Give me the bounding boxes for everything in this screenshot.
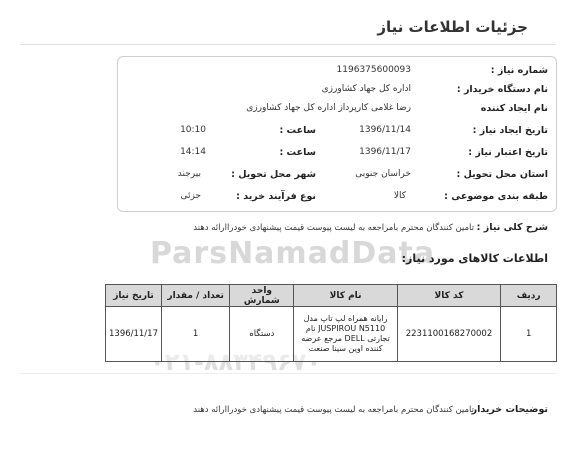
- description-label: شرح کلی نیاز :: [476, 222, 548, 233]
- validity-date-value: 1396/11/17: [359, 147, 411, 157]
- category-value: کالا: [393, 191, 406, 201]
- category-label: طبقه بندی موضوعی :: [444, 191, 548, 202]
- watermark-phone: ۰۲۱-۸۸۳۴۹۶۷۰: [150, 348, 322, 376]
- page-title: جزئیات اطلاعات نیاز: [377, 18, 528, 36]
- city-label: شهر محل تحویل :: [231, 169, 316, 180]
- column-header: کد کالا: [397, 285, 501, 307]
- buyer-org-value: اداره کل جهاد کشاورزی: [321, 84, 411, 94]
- watermark-brand: ParsNamadData: [150, 236, 436, 271]
- validity-time-value: 14:14: [180, 147, 206, 157]
- unit-cell: دستگاه: [230, 307, 294, 362]
- city-value: بیرجند: [177, 169, 201, 179]
- created-date-value: 1396/11/14: [359, 125, 411, 135]
- description-text: تامین کنندگان محترم بامراجعه به لیست پیوست قیمت پیشنهادی خودراارائه دهند: [193, 223, 474, 233]
- column-header: ردیف: [501, 285, 557, 307]
- column-header: تاریخ نیاز: [106, 285, 162, 307]
- purchase-type-value: جزئی: [180, 191, 201, 201]
- buyer-org-label: نام دستگاه خریدار :: [456, 84, 548, 95]
- column-header: نام کالا: [294, 285, 397, 307]
- column-header: واحد شمارش: [230, 285, 294, 307]
- created-time-value: 10:10: [180, 125, 206, 135]
- row-number-cell: 1: [501, 307, 557, 362]
- need-date-cell: 1396/11/17: [106, 307, 162, 362]
- validity-time-label: ساعت :: [279, 147, 316, 158]
- goods-name-cell: رایانه همراه لپ تاپ مدل JUSPIROU N5110 نام تجارتی DELL مرجع عرضه کننده اوین سینا صنعت: [294, 307, 397, 362]
- table-row: [106, 307, 557, 362]
- purchase-type-label: نوع فرآیند خرید :: [236, 191, 316, 202]
- validity-date-label: تاریخ اعتبار نیاز :: [468, 147, 548, 158]
- goods-table-header: [106, 285, 557, 307]
- footer-divider: [20, 373, 556, 374]
- province-value: خراسان جنوبی: [355, 169, 411, 179]
- created-time-label: ساعت :: [279, 125, 316, 136]
- creator-label: نام ایجاد کننده: [480, 103, 548, 114]
- quantity-cell: 1: [162, 307, 230, 362]
- need-number-value: 1196375600093: [336, 65, 411, 75]
- need-info-box: [117, 56, 557, 212]
- goods-table: [105, 284, 557, 362]
- goods-section-title: اطلاعات کالاهای مورد نیاز:: [401, 252, 548, 265]
- buyer-notes-label: توضیحات خریدار: [471, 404, 548, 415]
- column-header: تعداد / مقدار: [162, 285, 230, 307]
- province-label: استان محل تحویل :: [456, 169, 548, 180]
- goods-code-cell: 2231100168270002: [397, 307, 501, 362]
- title-divider: [20, 44, 556, 45]
- created-date-label: تاریخ ایجاد نیاز :: [472, 125, 548, 136]
- creator-value: رضا غلامی کارپرداز اداره کل جهاد کشاورزی: [246, 103, 411, 113]
- need-number-label: شماره نیاز :: [490, 65, 548, 76]
- buyer-notes-text: تامین کنندگان محترم بامراجعه به لیست پیوست قیمت پیشنهادی خودراارائه دهند: [193, 405, 474, 415]
